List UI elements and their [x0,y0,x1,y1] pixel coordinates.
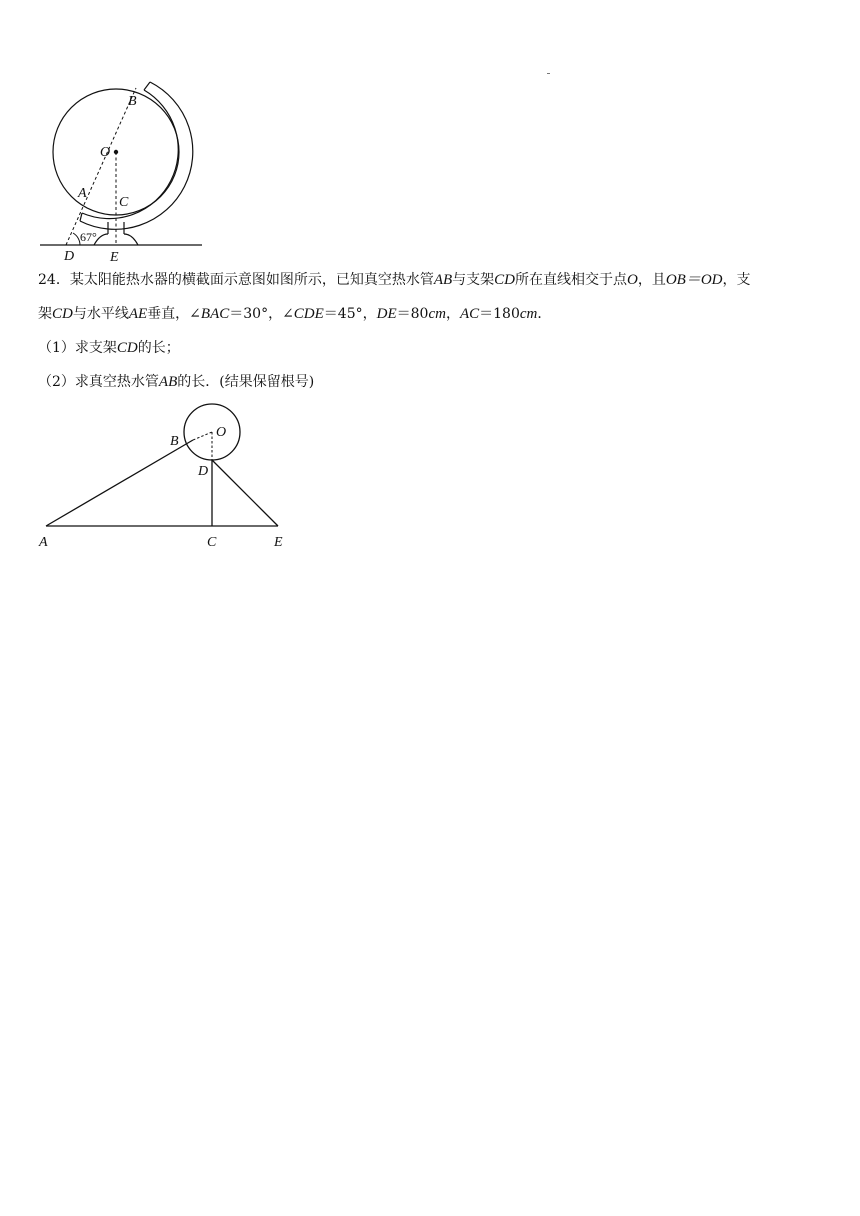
OB-line [193,432,212,440]
sub-question-1: （1）求支架CD的长； [38,340,180,356]
label-A2: A [39,535,48,550]
label-C2: C [207,535,217,550]
label-D: D [64,249,75,264]
label-E: E [110,250,119,264]
label-E2: E [274,535,283,550]
angle-arc [73,233,80,245]
sub-question-2: （2）求真空热水管AB的长．(结果保留根号) [38,374,315,390]
tube-AB [46,440,193,526]
question-line-1: 24．某太阳能热水器的横截面示意图如图所示，已知真空热水管AB与支架CD所在直线相交于点O，且OB＝OD，支 [38,272,751,288]
angle-label: 67° [80,230,97,244]
label-D2: D [198,464,209,479]
brace-DE [212,460,278,526]
label-A: A [78,186,87,201]
solar-heater-figure [36,400,292,552]
axis-line [66,88,136,245]
label-O2: O [216,425,227,440]
label-B2: B [170,434,179,449]
label-B: B [128,94,137,109]
globe-figure [38,78,208,264]
label-O: O [100,145,111,160]
stray-mark [547,73,550,74]
question-line-2: 架CD与水平线AE垂直，∠BAC＝30°，∠CDE＝45°，DE＝80cm，AC＝180cm． [38,306,552,322]
label-C: C [119,195,129,210]
meridian-ring-inner [82,90,178,219]
